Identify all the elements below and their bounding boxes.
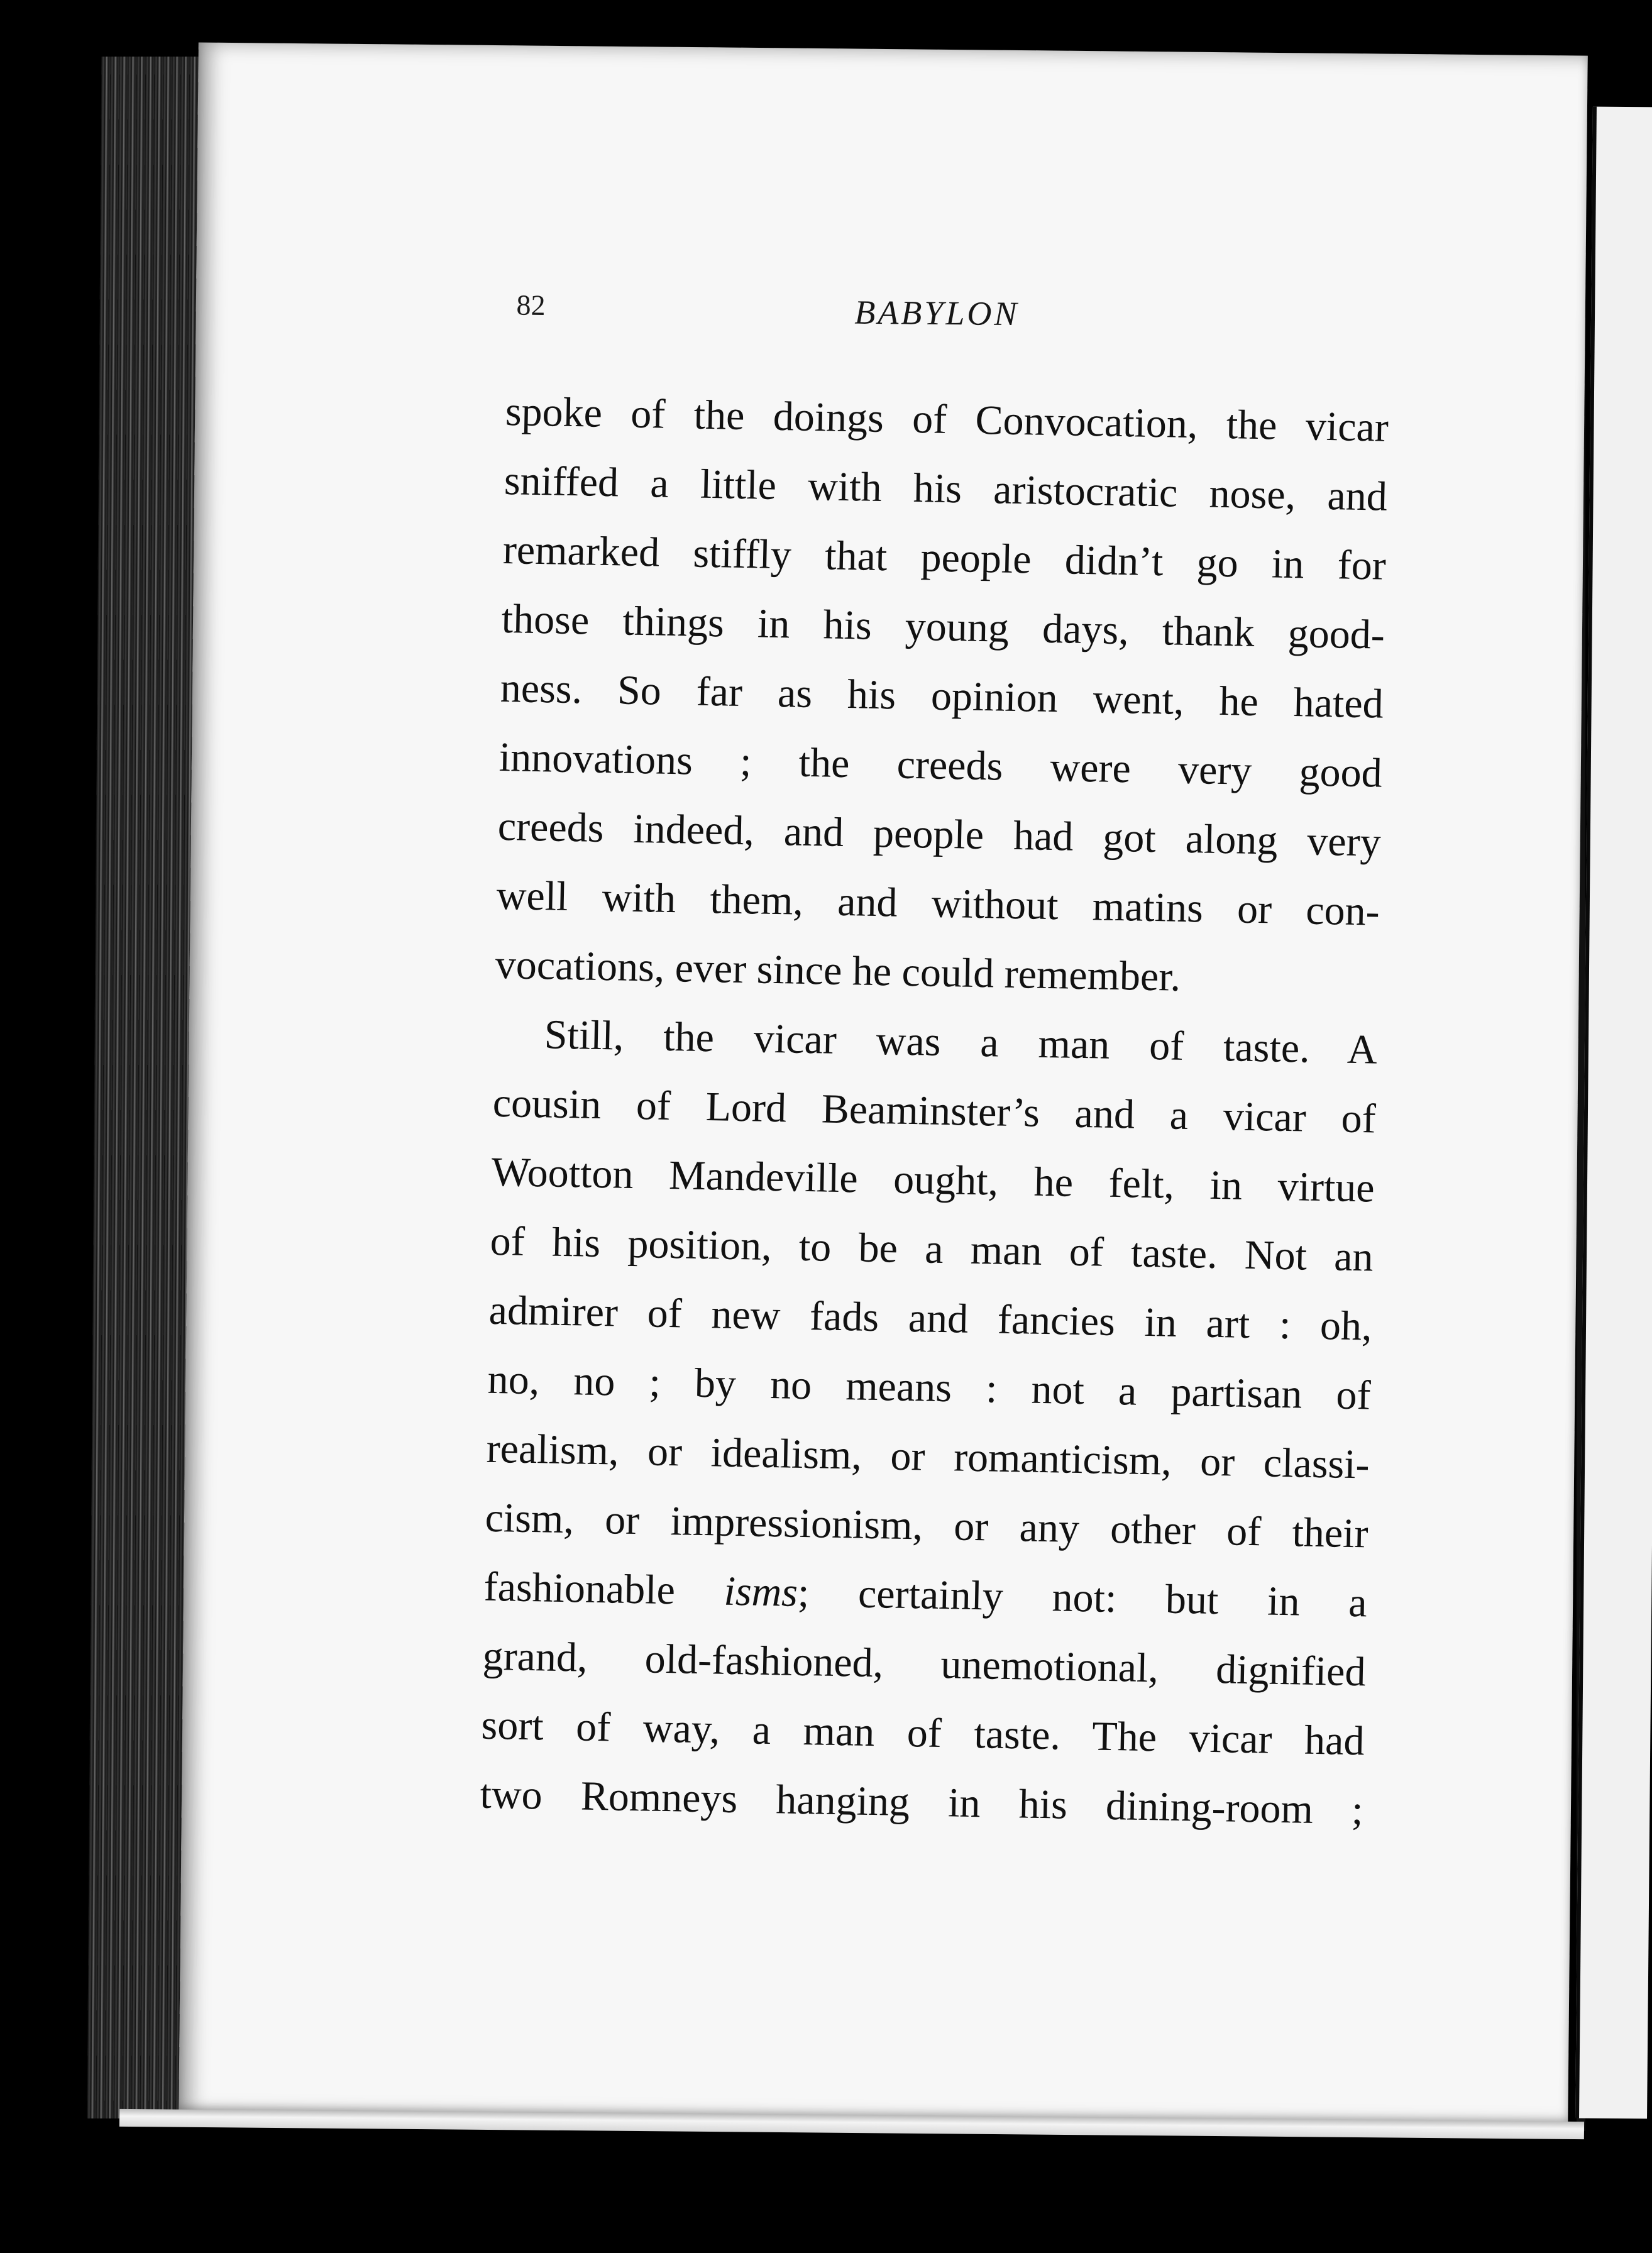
text-line: sniffed a little with his aristocratic nose, and [504,457,1388,520]
text-line: those things in his young days, thank good- [501,595,1385,658]
text-line: creeds indeed, and people had got along very [497,803,1382,866]
text-line: two Romneys hanging in his dining-room ; [480,1771,1364,1834]
text-line: no, no ; by no means : not a partisan of [487,1356,1372,1419]
text-line: grand, old-fashioned, unemotional, dignified [482,1633,1367,1695]
text-line: ness. So far as his opinion went, he hated [500,664,1384,727]
text-line: vocations, ever since he could remember. [495,941,1181,1000]
text-line: cousin of Lord Beaminster’s and a vicar of [492,1079,1377,1142]
italic-word: isms [723,1568,798,1616]
text-line: of his position, to be a man of taste. Not an [490,1218,1374,1281]
body-text [480,377,1389,1845]
text-line: spoke of the doings of Convocation, the vicar [505,388,1389,451]
text-fragment: ; certainly not: but in a [797,1569,1368,1626]
text-line: remarked stiffly that people didn’t go in for [502,526,1387,589]
text-line: innovations ; the creeds were very good [498,734,1383,796]
running-title: BABYLON [854,293,1020,333]
text-line: well with them, and without matins or con- [496,872,1380,935]
text-line: realism, or idealism, or romanticism, or classi- [486,1425,1370,1488]
page-number: 82 [516,289,546,321]
text-line: cism, or impressionism, or any other of their [485,1494,1369,1557]
text-line: admirer of new fads and fancies in art : oh, [488,1287,1373,1350]
running-head [483,270,1396,355]
text-line: Still, the vicar was a man of taste. A [544,1011,1378,1073]
text-line: sort of way, a man of taste. The vicar had [481,1702,1365,1765]
text-line: Wootton Mandeville ought, he felt, in virtue [491,1149,1375,1211]
text-fragment: fashionable [483,1563,676,1614]
